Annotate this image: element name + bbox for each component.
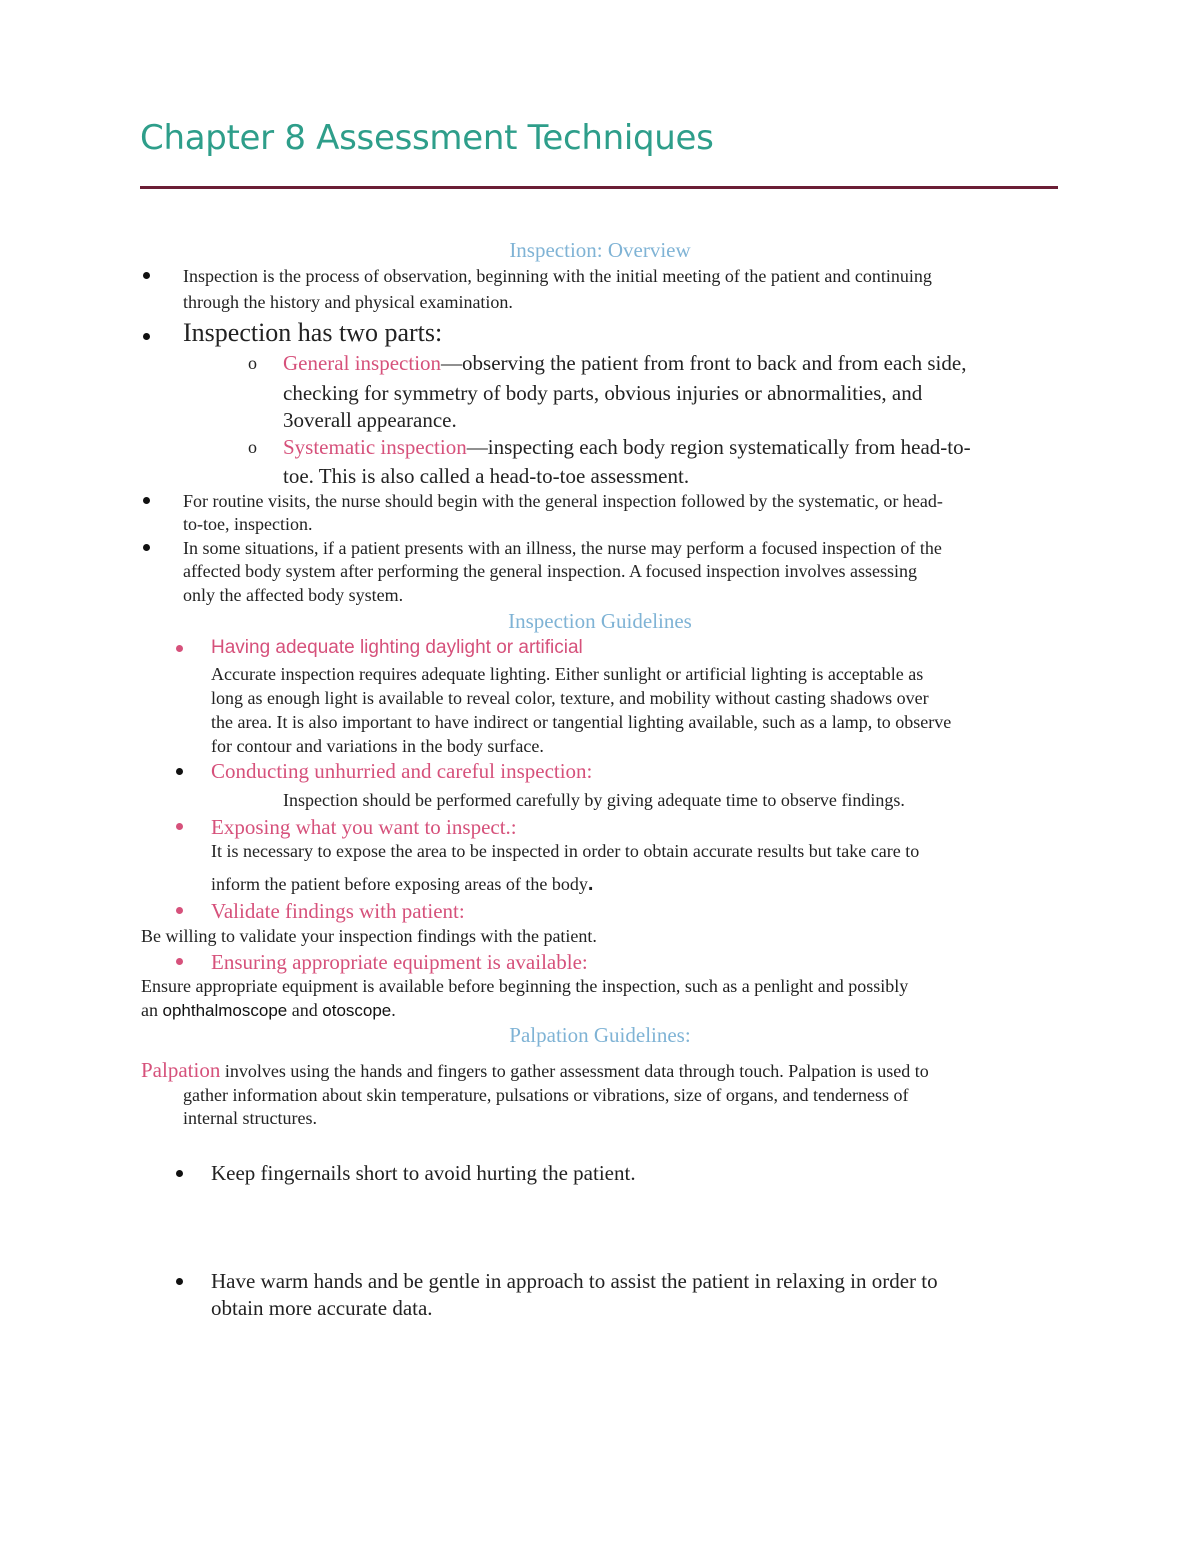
guideline-title-unhurried: Conducting unhurried and careful inspection: [211, 759, 593, 783]
circle-bullet-icon: o [248, 353, 257, 373]
palpation-tip: Have warm hands and be gentle in approach to assist the patient in relaxing in order to [211, 1269, 938, 1293]
otoscope-term: otoscope [322, 1001, 392, 1020]
ophthalmoscope-term: ophthalmoscope [162, 1001, 288, 1020]
guideline-text: the area. It is also important to have indirect or tangential lighting available, such as a lamp, to observe [211, 712, 952, 732]
systematic-inspection-desc: —inspecting each body region systematically from head-to- [466, 435, 971, 459]
guideline-text-period: . [587, 873, 594, 895]
systematic-inspection-item [283, 435, 971, 460]
palpation-text: gather information about skin temperature, pulsations or vibrations, size of organs, and tenderness of [183, 1085, 909, 1105]
section-heading-overview: Inspection: Overview [509, 238, 691, 262]
pink-bullet-icon [176, 907, 183, 914]
section-heading-palpation: Palpation Guidelines: [509, 1023, 691, 1047]
guideline-text: Be willing to validate your inspection findings with the patient. [141, 926, 597, 946]
bullet-icon [143, 497, 150, 504]
general-inspection-desc: —observing the patient from front to back and from each side, [441, 351, 967, 375]
equipment-text: and [287, 1000, 323, 1020]
equipment-text: an [141, 1000, 163, 1020]
overview-text: Inspection is the process of observation, beginning with the initial meeting of the patient and continuing [183, 266, 932, 286]
overview-text: only the affected body system. [183, 585, 404, 605]
title-divider [140, 186, 1058, 189]
bullet-icon [176, 768, 183, 775]
bullet-icon [143, 333, 150, 340]
palpation-text [141, 1058, 929, 1083]
guideline-text-main: inform the patient before exposing areas of the body [211, 874, 588, 894]
overview-subheading: Inspection has two parts: [183, 318, 443, 347]
bullet-icon [176, 1170, 183, 1177]
guideline-text: Accurate inspection requires adequate lighting. Either sunlight or artificial lighting is acceptable as [211, 664, 924, 684]
page-title: Chapter 8 Assessment Techniques [140, 118, 714, 158]
guideline-text: It is necessary to expose the area to be inspected in order to obtain accurate results but take care to [211, 841, 920, 861]
systematic-inspection-desc: toe. This is also called a head-to-toe assessment. [283, 464, 690, 488]
guideline-title-equipment: Ensuring appropriate equipment is available: [211, 950, 588, 974]
general-inspection-desc: 3overall appearance. [283, 408, 457, 432]
overview-text: affected body system after performing the general inspection. A focused inspection involves assessing [183, 561, 917, 581]
guideline-text: long as enough light is available to reveal color, texture, and mobility without casting shadows over [211, 688, 929, 708]
bullet-icon [176, 1278, 183, 1285]
section-heading-guidelines: Inspection Guidelines [508, 609, 692, 633]
palpation-desc: involves using the hands and fingers to gather assessment data through touch. Palpation is used to [220, 1061, 929, 1081]
bullet-icon [143, 544, 150, 551]
palpation-tip: Keep fingernails short to avoid hurting the patient. [211, 1161, 636, 1185]
guideline-title-exposing: Exposing what you want to inspect.: [211, 815, 517, 839]
overview-text: In some situations, if a patient presents with an illness, the nurse may perform a focused inspection of the [183, 538, 942, 558]
pink-bullet-icon [176, 958, 183, 965]
guideline-text: Ensure appropriate equipment is available before beginning the inspection, such as a penlight and possibly [141, 976, 909, 996]
palpation-text: internal structures. [183, 1108, 317, 1128]
general-inspection-term: General inspection [283, 351, 442, 375]
pink-bullet-icon [176, 645, 183, 652]
general-inspection-item [283, 351, 966, 376]
guideline-title-validate: Validate findings with patient: [211, 899, 465, 923]
guideline-title-lighting: Having adequate lighting daylight or artificial [211, 637, 583, 658]
circle-bullet-icon: o [248, 437, 257, 457]
guideline-text [211, 873, 593, 896]
equipment-text: . [391, 1000, 396, 1020]
pink-bullet-icon [176, 823, 183, 830]
guideline-text: for contour and variations in the body surface. [211, 736, 544, 756]
general-inspection-desc: checking for symmetry of body parts, obvious injuries or abnormalities, and [283, 381, 923, 405]
overview-text: to-toe, inspection. [183, 514, 313, 534]
palpation-term: Palpation [141, 1058, 221, 1082]
systematic-inspection-term: Systematic inspection [283, 435, 467, 459]
palpation-tip: obtain more accurate data. [211, 1296, 433, 1320]
guideline-text: Inspection should be performed carefully by giving adequate time to observe findings. [283, 790, 905, 810]
overview-text: through the history and physical examination. [183, 292, 513, 312]
bullet-icon [143, 272, 150, 279]
overview-text: For routine visits, the nurse should begin with the general inspection followed by the systematic, or head- [183, 491, 943, 511]
guideline-text [141, 1000, 396, 1021]
